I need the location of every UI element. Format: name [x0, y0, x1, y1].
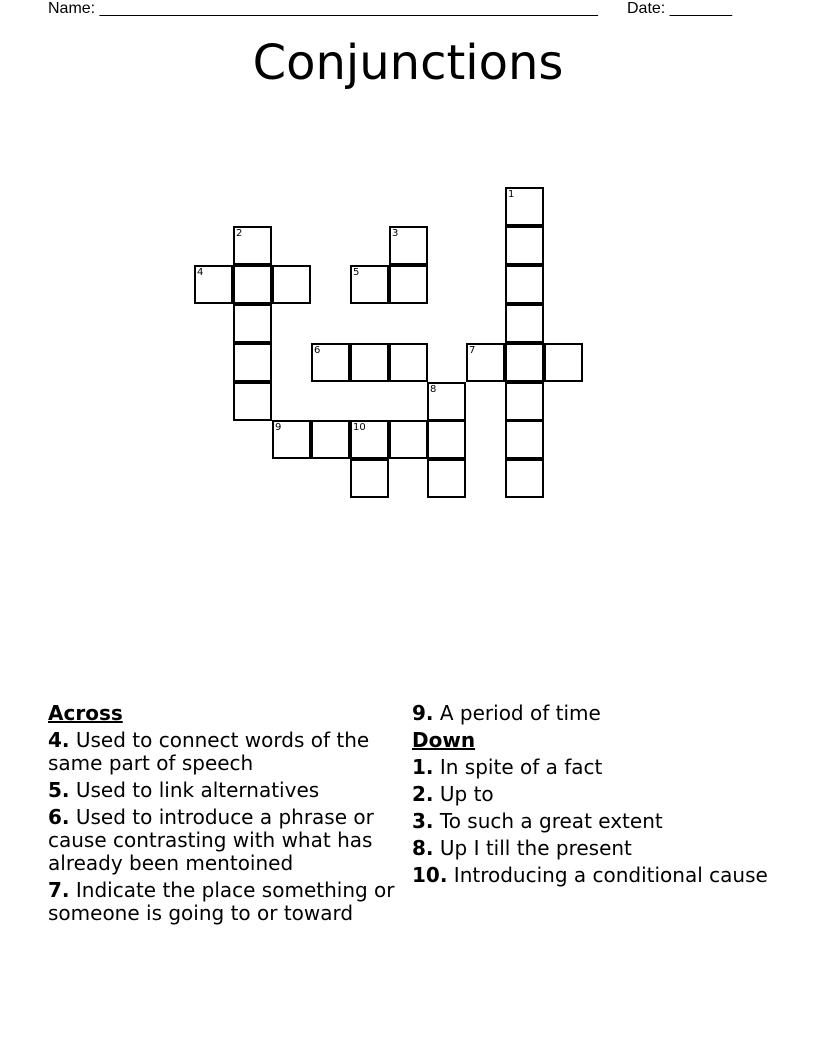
clue-number: 2. — [412, 782, 434, 806]
crossword-cell[interactable] — [505, 226, 544, 265]
clue-text: Introducing a conditional cause — [447, 863, 768, 887]
crossword-cell[interactable] — [272, 420, 311, 459]
crossword-cell[interactable] — [389, 265, 428, 304]
clues-right-column — [412, 702, 768, 891]
date-field-label: Date: _______ — [627, 0, 732, 17]
clue-down-2 — [412, 783, 768, 806]
crossword-cell[interactable] — [233, 343, 272, 382]
crossword-cell[interactable] — [389, 343, 428, 382]
crossword-cell[interactable] — [505, 420, 544, 459]
crossword-cell[interactable] — [505, 304, 544, 343]
clue-down-10 — [412, 864, 768, 887]
clue-number: 5. — [48, 778, 70, 802]
crossword-cell[interactable] — [350, 459, 389, 498]
name-field-label: Name: ________________________________________________________ — [48, 0, 598, 17]
clue-across-9 — [412, 702, 768, 725]
cell-number: 8 — [430, 384, 437, 395]
crossword-cell[interactable] — [505, 343, 544, 382]
crossword-cell[interactable] — [233, 382, 272, 421]
clues-left-column — [48, 702, 404, 929]
clue-number: 4. — [48, 728, 70, 752]
page-title: Conjunctions — [252, 35, 564, 91]
cell-number: 5 — [353, 267, 360, 278]
clue-number: 10. — [412, 863, 448, 887]
clue-text: Used to connect words of the same part of speech — [48, 728, 370, 775]
clue-across-4 — [48, 729, 404, 775]
clue-text: To such a great extent — [433, 809, 663, 833]
crossword-cell[interactable] — [466, 343, 505, 382]
down-clue-list — [412, 756, 768, 887]
clue-number: 8. — [412, 836, 434, 860]
cell-number: 4 — [197, 267, 204, 278]
crossword-cell[interactable] — [505, 459, 544, 498]
cell-number: 2 — [236, 228, 243, 239]
crossword-cell[interactable] — [272, 265, 311, 304]
crossword-cell[interactable] — [505, 382, 544, 421]
crossword-cell[interactable] — [389, 420, 428, 459]
crossword-cell[interactable] — [427, 382, 466, 421]
clue-number: 1. — [412, 755, 434, 779]
cell-number: 1 — [508, 189, 515, 200]
crossword-cell[interactable] — [233, 226, 272, 265]
crossword-cell[interactable] — [233, 304, 272, 343]
clue-number: 7. — [48, 878, 70, 902]
crossword-cell[interactable] — [233, 265, 272, 304]
clue-text: A period of time — [433, 701, 601, 725]
cell-number: 10 — [353, 422, 366, 433]
clue-text: Up I till the present — [433, 836, 632, 860]
across-heading: Across — [48, 701, 123, 725]
crossword-cell[interactable] — [505, 265, 544, 304]
clue-text: Indicate the place something or someone is going to or toward — [48, 878, 395, 925]
clue-text: Up to — [433, 782, 494, 806]
cell-number: 6 — [314, 345, 321, 356]
clue-number: 9. — [412, 701, 434, 725]
crossword-cell[interactable] — [350, 265, 389, 304]
clue-across-7 — [48, 879, 404, 925]
clue-across-5 — [48, 779, 404, 802]
crossword-cell[interactable] — [505, 187, 544, 226]
clue-down-8 — [412, 837, 768, 860]
crossword-cell[interactable] — [311, 343, 350, 382]
clue-down-1 — [412, 756, 768, 779]
crossword-cell[interactable] — [427, 459, 466, 498]
cell-number: 7 — [469, 345, 476, 356]
clue-number: 6. — [48, 805, 70, 829]
crossword-cell[interactable] — [544, 343, 583, 382]
across-clue-list — [48, 729, 404, 925]
clue-text: Used to link alternatives — [69, 778, 320, 802]
clue-text: Used to introduce a phrase or cause contrasting with what has already been mentoined — [48, 805, 374, 875]
clue-across-6 — [48, 806, 404, 875]
crossword-cell[interactable] — [311, 420, 350, 459]
cell-number: 9 — [275, 422, 282, 433]
crossword-cell[interactable] — [194, 265, 233, 304]
crossword-cell[interactable] — [389, 226, 428, 265]
down-heading: Down — [412, 728, 476, 752]
cell-number: 3 — [392, 228, 399, 239]
crossword-cell[interactable] — [350, 420, 389, 459]
clue-text: In spite of a fact — [433, 755, 603, 779]
clue-number: 3. — [412, 809, 434, 833]
clue-down-3 — [412, 810, 768, 833]
crossword-cell[interactable] — [427, 420, 466, 459]
crossword-cell[interactable] — [350, 343, 389, 382]
